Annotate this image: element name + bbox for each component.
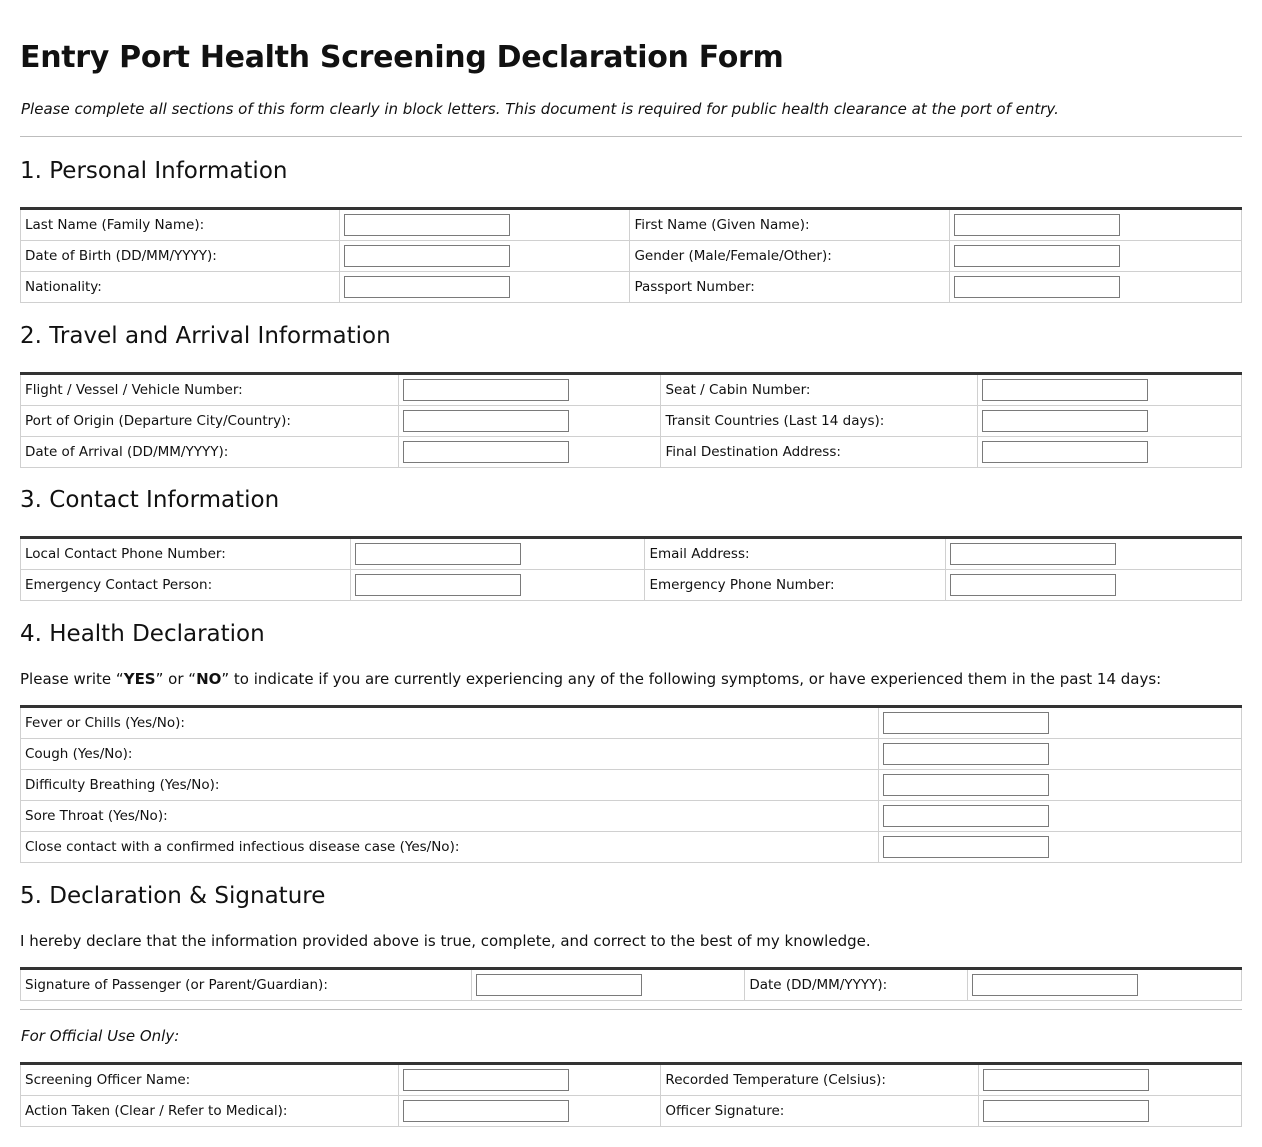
passport-input[interactable] xyxy=(954,276,1120,298)
travel-info-table xyxy=(20,372,1242,468)
field-label: Local Contact Phone Number: xyxy=(21,538,351,570)
question-label: Cough (Yes/No): xyxy=(21,739,879,770)
fever-input[interactable] xyxy=(883,712,1049,734)
table-row xyxy=(21,272,1242,303)
table-row xyxy=(21,832,1242,863)
gender-input[interactable] xyxy=(954,245,1120,267)
declaration-statement: I hereby declare that the information provided above is true, complete, and correct to the best of my knowledge. xyxy=(20,932,871,950)
table-row xyxy=(21,1096,1242,1127)
official-use-table xyxy=(20,1062,1242,1127)
instruction-text: Please write “ xyxy=(20,670,124,688)
passenger-signature-input[interactable] xyxy=(476,974,642,996)
table-row xyxy=(21,707,1242,739)
table-row xyxy=(21,437,1242,468)
table-row xyxy=(21,770,1242,801)
field-label: Nationality: xyxy=(21,272,340,303)
last-name-input[interactable] xyxy=(344,214,510,236)
officer-signature-input[interactable] xyxy=(983,1100,1149,1122)
section-declaration-heading: 5. Declaration & Signature xyxy=(20,883,326,909)
personal-info-table xyxy=(20,207,1242,303)
first-name-input[interactable] xyxy=(954,214,1120,236)
email-input[interactable] xyxy=(950,543,1116,565)
form-intro: Please complete all sections of this form clearly in block letters. This document is required for public health clearance at the port of entry. xyxy=(21,100,1059,118)
field-label: Officer Signature: xyxy=(661,1096,979,1127)
question-label: Fever or Chills (Yes/No): xyxy=(21,707,879,739)
dob-input[interactable] xyxy=(344,245,510,267)
table-row xyxy=(21,406,1242,437)
form-title: Entry Port Health Screening Declaration Form xyxy=(20,40,784,75)
cough-input[interactable] xyxy=(883,743,1049,765)
flight-input[interactable] xyxy=(403,379,569,401)
transit-input[interactable] xyxy=(982,410,1148,432)
close-contact-input[interactable] xyxy=(883,836,1049,858)
field-label: Gender (Male/Female/Other): xyxy=(630,241,950,272)
table-row xyxy=(21,1064,1242,1096)
local-phone-input[interactable] xyxy=(355,543,521,565)
contact-info-table xyxy=(20,536,1242,601)
throat-input[interactable] xyxy=(883,805,1049,827)
divider xyxy=(20,136,1242,137)
temperature-input[interactable] xyxy=(983,1069,1149,1091)
question-label: Difficulty Breathing (Yes/No): xyxy=(21,770,879,801)
field-label: Transit Countries (Last 14 days): xyxy=(661,406,978,437)
field-label: Email Address: xyxy=(645,538,946,570)
field-label: Signature of Passenger (or Parent/Guardian): xyxy=(21,969,472,1001)
nationality-input[interactable] xyxy=(344,276,510,298)
section-travel-heading: 2. Travel and Arrival Information xyxy=(20,323,391,349)
health-instruction xyxy=(20,670,1161,688)
field-label: Date of Birth (DD/MM/YYYY): xyxy=(21,241,340,272)
origin-input[interactable] xyxy=(403,410,569,432)
field-label: First Name (Given Name): xyxy=(630,209,950,241)
table-row xyxy=(21,570,1242,601)
field-label: Date (DD/MM/YYYY): xyxy=(745,969,968,1001)
field-label: Screening Officer Name: xyxy=(21,1064,399,1096)
question-label: Close contact with a confirmed infectious disease case (Yes/No): xyxy=(21,832,879,863)
official-use-heading: For Official Use Only: xyxy=(21,1027,180,1045)
signature-table xyxy=(20,967,1242,1001)
arrival-date-input[interactable] xyxy=(403,441,569,463)
action-taken-input[interactable] xyxy=(403,1100,569,1122)
officer-name-input[interactable] xyxy=(403,1069,569,1091)
table-row xyxy=(21,209,1242,241)
instruction-text: ” to indicate if you are currently experiencing any of the following symptoms, or have experienced them in the past 14 days: xyxy=(221,670,1162,688)
seat-input[interactable] xyxy=(982,379,1148,401)
field-label: Emergency Phone Number: xyxy=(645,570,946,601)
table-row xyxy=(21,801,1242,832)
field-label: Port of Origin (Departure City/Country): xyxy=(21,406,399,437)
field-label: Flight / Vessel / Vehicle Number: xyxy=(21,374,399,406)
table-row xyxy=(21,538,1242,570)
breathing-input[interactable] xyxy=(883,774,1049,796)
health-declaration-table xyxy=(20,705,1242,863)
section-personal-heading: 1. Personal Information xyxy=(20,158,288,184)
field-label: Last Name (Family Name): xyxy=(21,209,340,241)
field-label: Emergency Contact Person: xyxy=(21,570,351,601)
table-row xyxy=(21,374,1242,406)
emergency-phone-input[interactable] xyxy=(950,574,1116,596)
field-label: Final Destination Address: xyxy=(661,437,978,468)
question-label: Sore Throat (Yes/No): xyxy=(21,801,879,832)
destination-input[interactable] xyxy=(982,441,1148,463)
table-row xyxy=(21,739,1242,770)
no-keyword: NO xyxy=(196,670,222,688)
field-label: Recorded Temperature (Celsius): xyxy=(661,1064,979,1096)
field-label: Action Taken (Clear / Refer to Medical): xyxy=(21,1096,399,1127)
field-label: Date of Arrival (DD/MM/YYYY): xyxy=(21,437,399,468)
instruction-text: ” or “ xyxy=(155,670,197,688)
table-row xyxy=(21,969,1242,1001)
section-contact-heading: 3. Contact Information xyxy=(20,487,280,513)
field-label: Passport Number: xyxy=(630,272,950,303)
divider xyxy=(20,1009,1242,1010)
field-label: Seat / Cabin Number: xyxy=(661,374,978,406)
declaration-date-input[interactable] xyxy=(972,974,1138,996)
emergency-person-input[interactable] xyxy=(355,574,521,596)
table-row xyxy=(21,241,1242,272)
yes-keyword: YES xyxy=(123,670,156,688)
section-health-heading: 4. Health Declaration xyxy=(20,621,265,647)
